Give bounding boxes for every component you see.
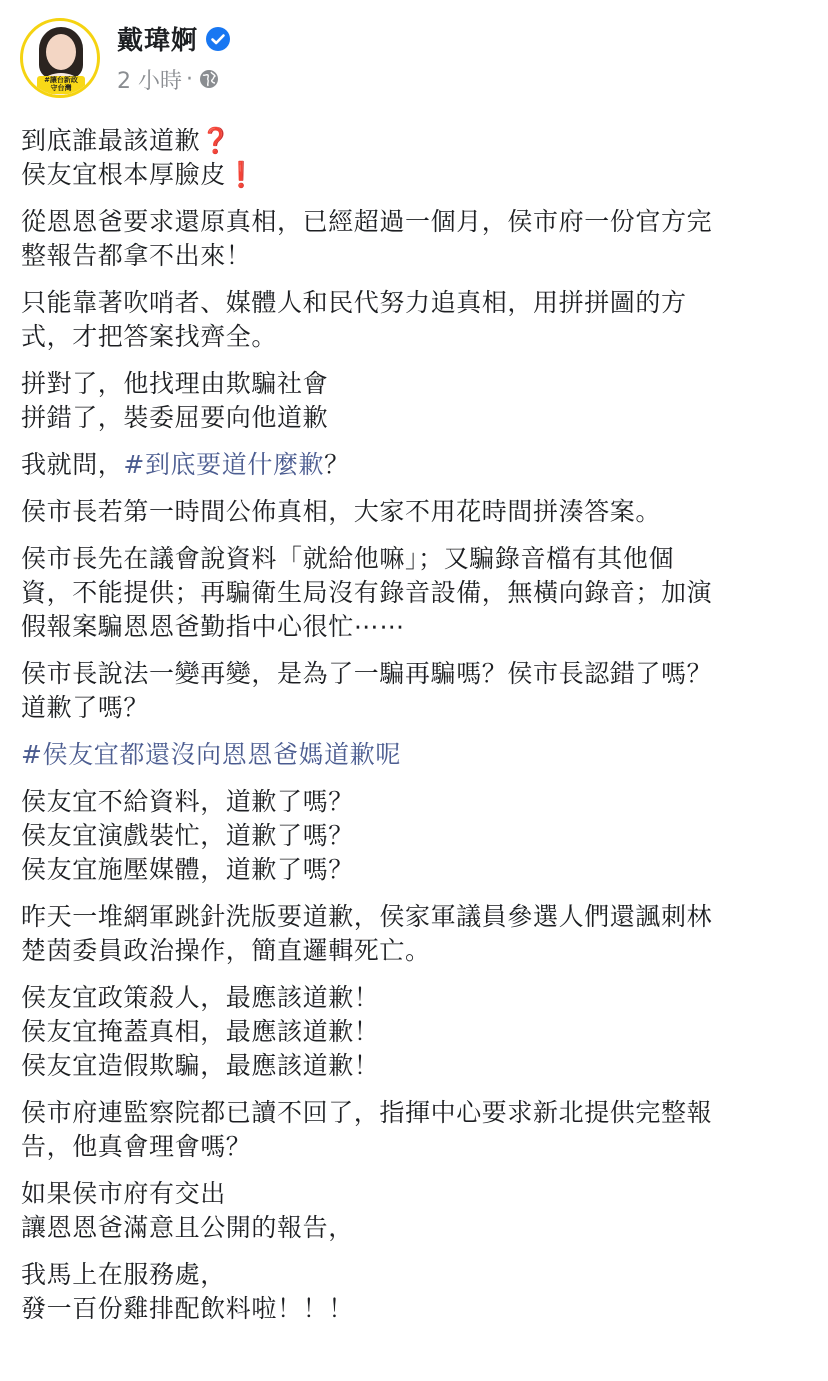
text-line: 侯友宜造假欺騙，最應該道歉！ — [21, 1051, 380, 1080]
meta-row — [117, 64, 231, 95]
paragraph-1 — [21, 124, 811, 192]
text-line: 發一百份雞排配飲料啦！！！ — [21, 1294, 354, 1323]
text-line: 讓恩恩爸滿意且公開的報告， — [21, 1213, 354, 1242]
text-line: 拼對了，他找理由欺騙社會 — [21, 369, 329, 398]
paragraph-11 — [21, 900, 811, 968]
post-body — [21, 124, 811, 1339]
hashtag-link[interactable]: #到底要道什麼歉 — [123, 450, 325, 479]
header-text — [117, 22, 231, 95]
text-line: 如果侯市府有交出 — [21, 1179, 226, 1208]
red-question-mark-icon: ❓ — [200, 126, 232, 155]
hashtag-link[interactable]: #侯友宜都還沒向恩恩爸媽道歉呢 — [21, 740, 401, 769]
text-line: 侯市長說法一變再變，是為了一騙再騙嗎？侯市長認錯了嗎？ — [21, 659, 713, 688]
paragraph-2 — [21, 205, 811, 273]
text-line — [21, 158, 811, 192]
paragraph-8 — [21, 657, 811, 725]
text-line: 侯友宜演戲裝忙，道歉了嗎？ — [21, 821, 354, 850]
text-line: 從恩恩爸要求還原真相，已經超過一個月，侯市府一份官方完 — [21, 207, 713, 236]
name-row — [117, 22, 231, 56]
text-line: 假報案騙恩恩爸勤指中心很忙⋯⋯ — [21, 612, 406, 641]
meta-separator: · — [186, 66, 193, 92]
text-segment: ？ — [324, 450, 350, 479]
text-line: 告，他真會理會嗎？ — [21, 1132, 252, 1161]
globe-icon[interactable] — [199, 69, 219, 89]
paragraph-6 — [21, 495, 811, 529]
paragraph-3 — [21, 286, 811, 354]
avatar-badge-line2: 守台灣 — [50, 84, 72, 92]
text-line: 侯市府連監察院都已讀不回了，指揮中心要求新北提供完整報 — [21, 1098, 713, 1127]
text-line: 道歉了嗎？ — [21, 693, 150, 722]
paragraph-10 — [21, 785, 811, 887]
paragraph-9 — [21, 738, 811, 772]
paragraph-12 — [21, 981, 811, 1083]
text-line: 式，才把答案找齊全。 — [21, 322, 278, 351]
text-segment: 我就問， — [21, 450, 124, 479]
text-line: 侯友宜不給資料，道歉了嗎？ — [21, 787, 354, 816]
paragraph-5 — [21, 448, 811, 482]
text-line — [21, 124, 811, 158]
text-line: 昨天一堆網軍跳針洗版要道歉，侯家軍議員參選人們還諷刺林 — [21, 902, 713, 931]
paragraph-15 — [21, 1258, 811, 1326]
avatar-face — [46, 34, 76, 70]
post-timestamp[interactable]: 2 小時 — [117, 68, 182, 94]
author-name[interactable]: 戴瑋婀 — [117, 26, 199, 56]
red-exclamation-mark-icon: ❗ — [225, 160, 258, 189]
text-line: 侯友宜施壓媒體，道歉了嗎？ — [21, 855, 354, 884]
avatar-badge — [37, 76, 85, 94]
text-line: 拼錯了，裝委屈要向他道歉 — [21, 403, 329, 432]
avatar-badge-line1: #讓台新政 — [44, 76, 78, 84]
author-avatar[interactable] — [20, 18, 100, 98]
verified-check-icon — [205, 26, 231, 52]
text-line: 我馬上在服務處， — [21, 1260, 226, 1289]
text-line: 侯市長先在議會說資料「就給他嘛」；又騙錄音檔有其他個 — [21, 544, 675, 573]
paragraph-13 — [21, 1096, 811, 1164]
paragraph-7 — [21, 542, 811, 644]
paragraph-4 — [21, 367, 811, 435]
text-line: 侯市長若第一時間公佈真相，大家不用花時間拼湊答案。 — [21, 497, 662, 526]
text-line: 資，不能提供；再騙衛生局沒有錄音設備，無橫向錄音；加演 — [21, 578, 713, 607]
text-line: 整報告都拿不出來！ — [21, 241, 252, 270]
text-line — [21, 448, 811, 482]
paragraph-14 — [21, 1177, 811, 1245]
text-segment: 到底誰最該道歉 — [21, 126, 201, 155]
text-line: 侯友宜政策殺人，最應該道歉！ — [21, 983, 380, 1012]
text-segment: 侯友宜根本厚臉皮 — [21, 160, 226, 189]
text-line: 只能靠著吹哨者、媒體人和民代努力追真相，用拼拼圖的方 — [21, 288, 687, 317]
text-line: 侯友宜掩蓋真相，最應該道歉！ — [21, 1017, 380, 1046]
text-line: 楚茵委員政治操作，簡直邏輯死亡。 — [21, 936, 431, 965]
post-header — [20, 18, 231, 98]
